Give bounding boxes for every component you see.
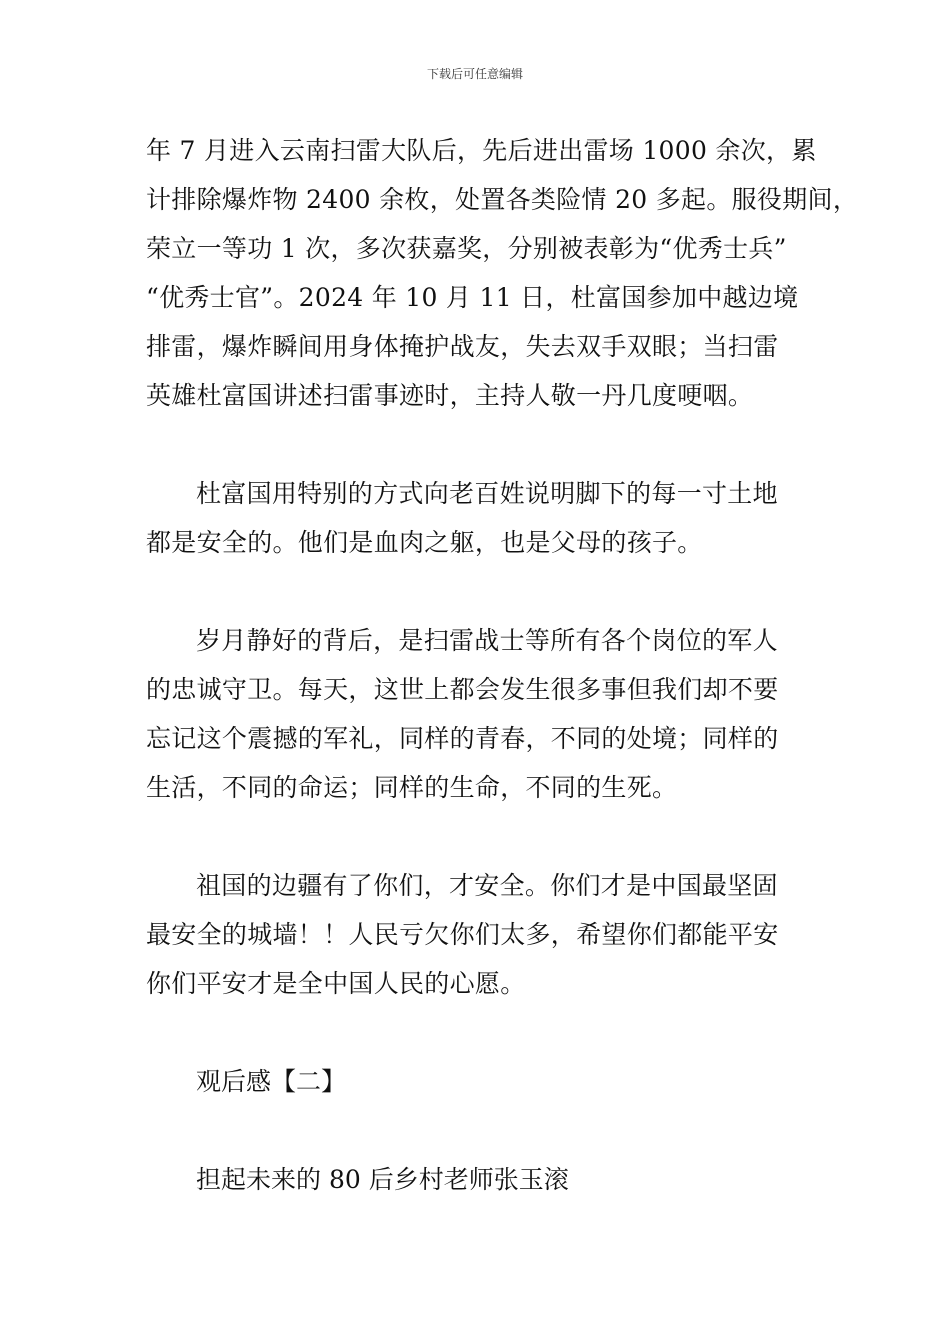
paragraph-line: 忘记这个震撼的军礼，同样的青春，不同的处境；同样的 — [146, 724, 779, 753]
paragraph-line: 英雄杜富国讲述扫雷事迹时，主持人敬一丹几度哽咽。 — [146, 381, 754, 410]
paragraph-line: 计排除爆炸物 2400 余枚，处置各类险情 20 多起。服役期间， — [146, 185, 859, 214]
paragraph-line: 年 7 月进入云南扫雷大队后，先后进出雷场 1000 余次，累 — [146, 136, 817, 165]
document-body — [146, 126, 859, 1253]
paragraph-2 — [146, 469, 826, 567]
paragraph-line: “优秀士官”。2024 年 10 月 11 日，杜富国参加中越边境 — [146, 283, 799, 312]
section-heading: 观后感【二】 — [196, 1067, 347, 1096]
paragraph-line: 荣立一等功 1 次，多次获嘉奖，分别被表彰为“优秀士兵” — [146, 234, 787, 263]
paragraph-line: 你们平安才是全中国人民的心愿。 — [146, 969, 526, 998]
paragraph-line: 最安全的城墙！！人民亏欠你们太多，希望你们都能平安 — [146, 920, 779, 949]
paragraph-1 — [146, 126, 859, 420]
paragraph-line: 排雷，爆炸瞬间用身体掩护战友，失去双手双眼；当扫雷 — [146, 332, 779, 361]
page-header-note: 下载后可任意编辑 — [426, 67, 523, 81]
paragraph-line: 杜富国用特别的方式向老百姓说明脚下的每一寸土地 — [196, 479, 778, 508]
paragraph-line: 祖国的边疆有了你们，才安全。你们才是中国最坚固 — [196, 871, 778, 900]
paragraph-line: 的忠诚守卫。每天，这世上都会发生很多事但我们却不要 — [146, 675, 779, 704]
paragraph-line: 都是安全的。他们是血肉之躯，也是父母的孩子。 — [146, 528, 703, 557]
paragraph-3 — [146, 616, 826, 812]
article-title: 担起未来的 80 后乡村老师张玉滚 — [196, 1165, 569, 1194]
paragraph-line: 生活，不同的命运；同样的生命，不同的生死。 — [146, 773, 678, 802]
paragraph-line: 岁月静好的背后，是扫雷战士等所有各个岗位的军人 — [196, 626, 778, 655]
paragraph-4 — [146, 861, 826, 1008]
